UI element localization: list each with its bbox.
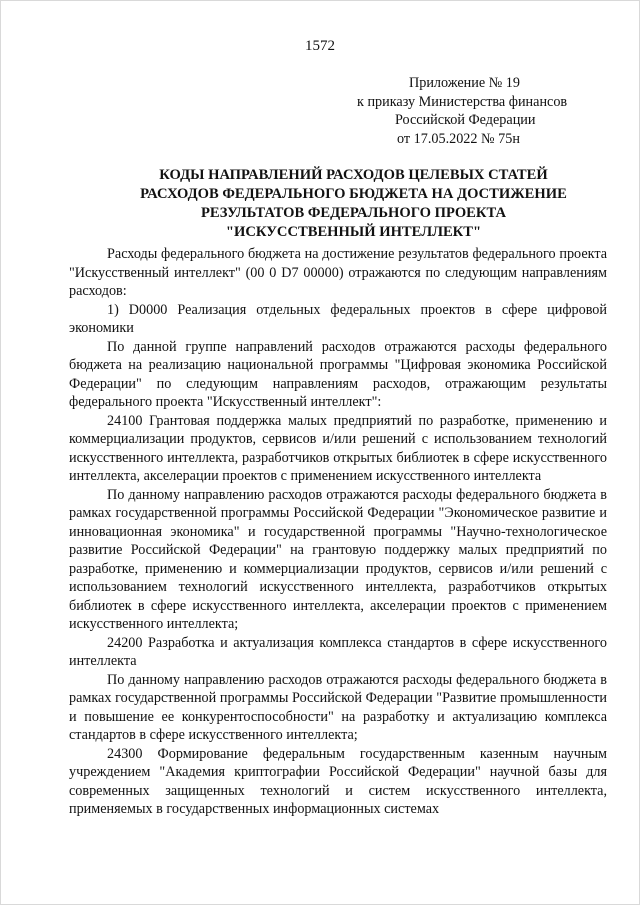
paragraph-intro: Расходы федерального бюджета на достижение результатов федерального проекта "Искусственный интеллект" (00 0 D7 00000) отражаются по следующим направлениям расходов: <box>69 246 607 299</box>
paragraph-group-d0000: 1) D0000 Реализация отдельных федеральных проектов в сфере цифровой экономики <box>69 301 607 336</box>
title-line: "ИСКУССТВЕННЫЙ ИНТЕЛЛЕКТ" <box>225 224 482 240</box>
paragraph-code-24300: 24300 Формирование федеральным государственным казенным научным учреждением "Академия криптографии Российской Федерации" научной базы для современных защищенных технологий и систем искусственного интеллекта, применяемых в государственных информационных системах <box>69 745 607 817</box>
annex-number: Приложение № 19 <box>409 75 520 91</box>
paragraph-code-24100: 24100 Грантовая поддержка малых предприятий по разработке, применению и коммерциализации продуктов, сервисов и/или решений с использованием технологий искусственного интеллекта, разработчиков открытых библиотек в сфере искусственного интеллекта, акселерации проектов с применением искусственного интеллекта <box>69 412 607 484</box>
paragraph-code-24200-description: По данному направлению расходов отражаются расходы федерального бюджета в рамках государственной программы Российской Федерации "Развитие промышленности и повышение ее конкурентоспособности" на разработку и актуализацию комплекса стандартов в сфере искусственного интеллекта; <box>69 671 607 743</box>
title-line: РЕЗУЛЬТАТОВ ФЕДЕРАЛЬНОГО ПРОЕКТА <box>200 205 507 221</box>
paragraph-code-24100-description: По данному направлению расходов отражаются расходы федерального бюджета в рамках государственной программы Российской Федерации "Экономическое развитие и инновационная экономика" и государственной программы "Научно-технологическое развитие Российской Федерации" на грантовую поддержку малых предприятий по разработке, применению и коммерциализации продуктов, сервисов и/или решений с использованием технологий искусственного интеллекта, разработчиков открытых библиотек в сфере искусственного интеллекта, акселерации проектов с применением искусственного интеллекта; <box>69 486 607 632</box>
title-line: РАСХОДОВ ФЕДЕРАЛЬНОГО БЮДЖЕТА НА ДОСТИЖЕНИЕ <box>140 186 567 202</box>
annex-date: от 17.05.2022 № 75н <box>397 130 520 147</box>
paragraph-code-24200: 24200 Разработка и актуализация комплекса стандартов в сфере искусственного интеллекта <box>69 634 607 669</box>
title-line: КОДЫ НАПРАВЛЕНИЙ РАСХОДОВ ЦЕЛЕВЫХ СТАТЕЙ <box>159 167 548 183</box>
annex-reference <box>357 74 587 148</box>
document-title <box>81 166 626 242</box>
paragraph-group-description: По данной группе направлений расходов отражаются расходы федерального бюджета на реализацию национальной программы "Цифровая экономика Российской Федерации" по следующим направлениям расходов, отражающим результаты федерального проекта "Искусственный интеллект": <box>69 338 607 410</box>
annex-order-line: к приказу Министерства финансов <box>357 93 568 110</box>
document-body <box>69 245 607 819</box>
page-number: 1572 <box>305 38 335 54</box>
annex-authority: Российской Федерации <box>395 112 536 128</box>
